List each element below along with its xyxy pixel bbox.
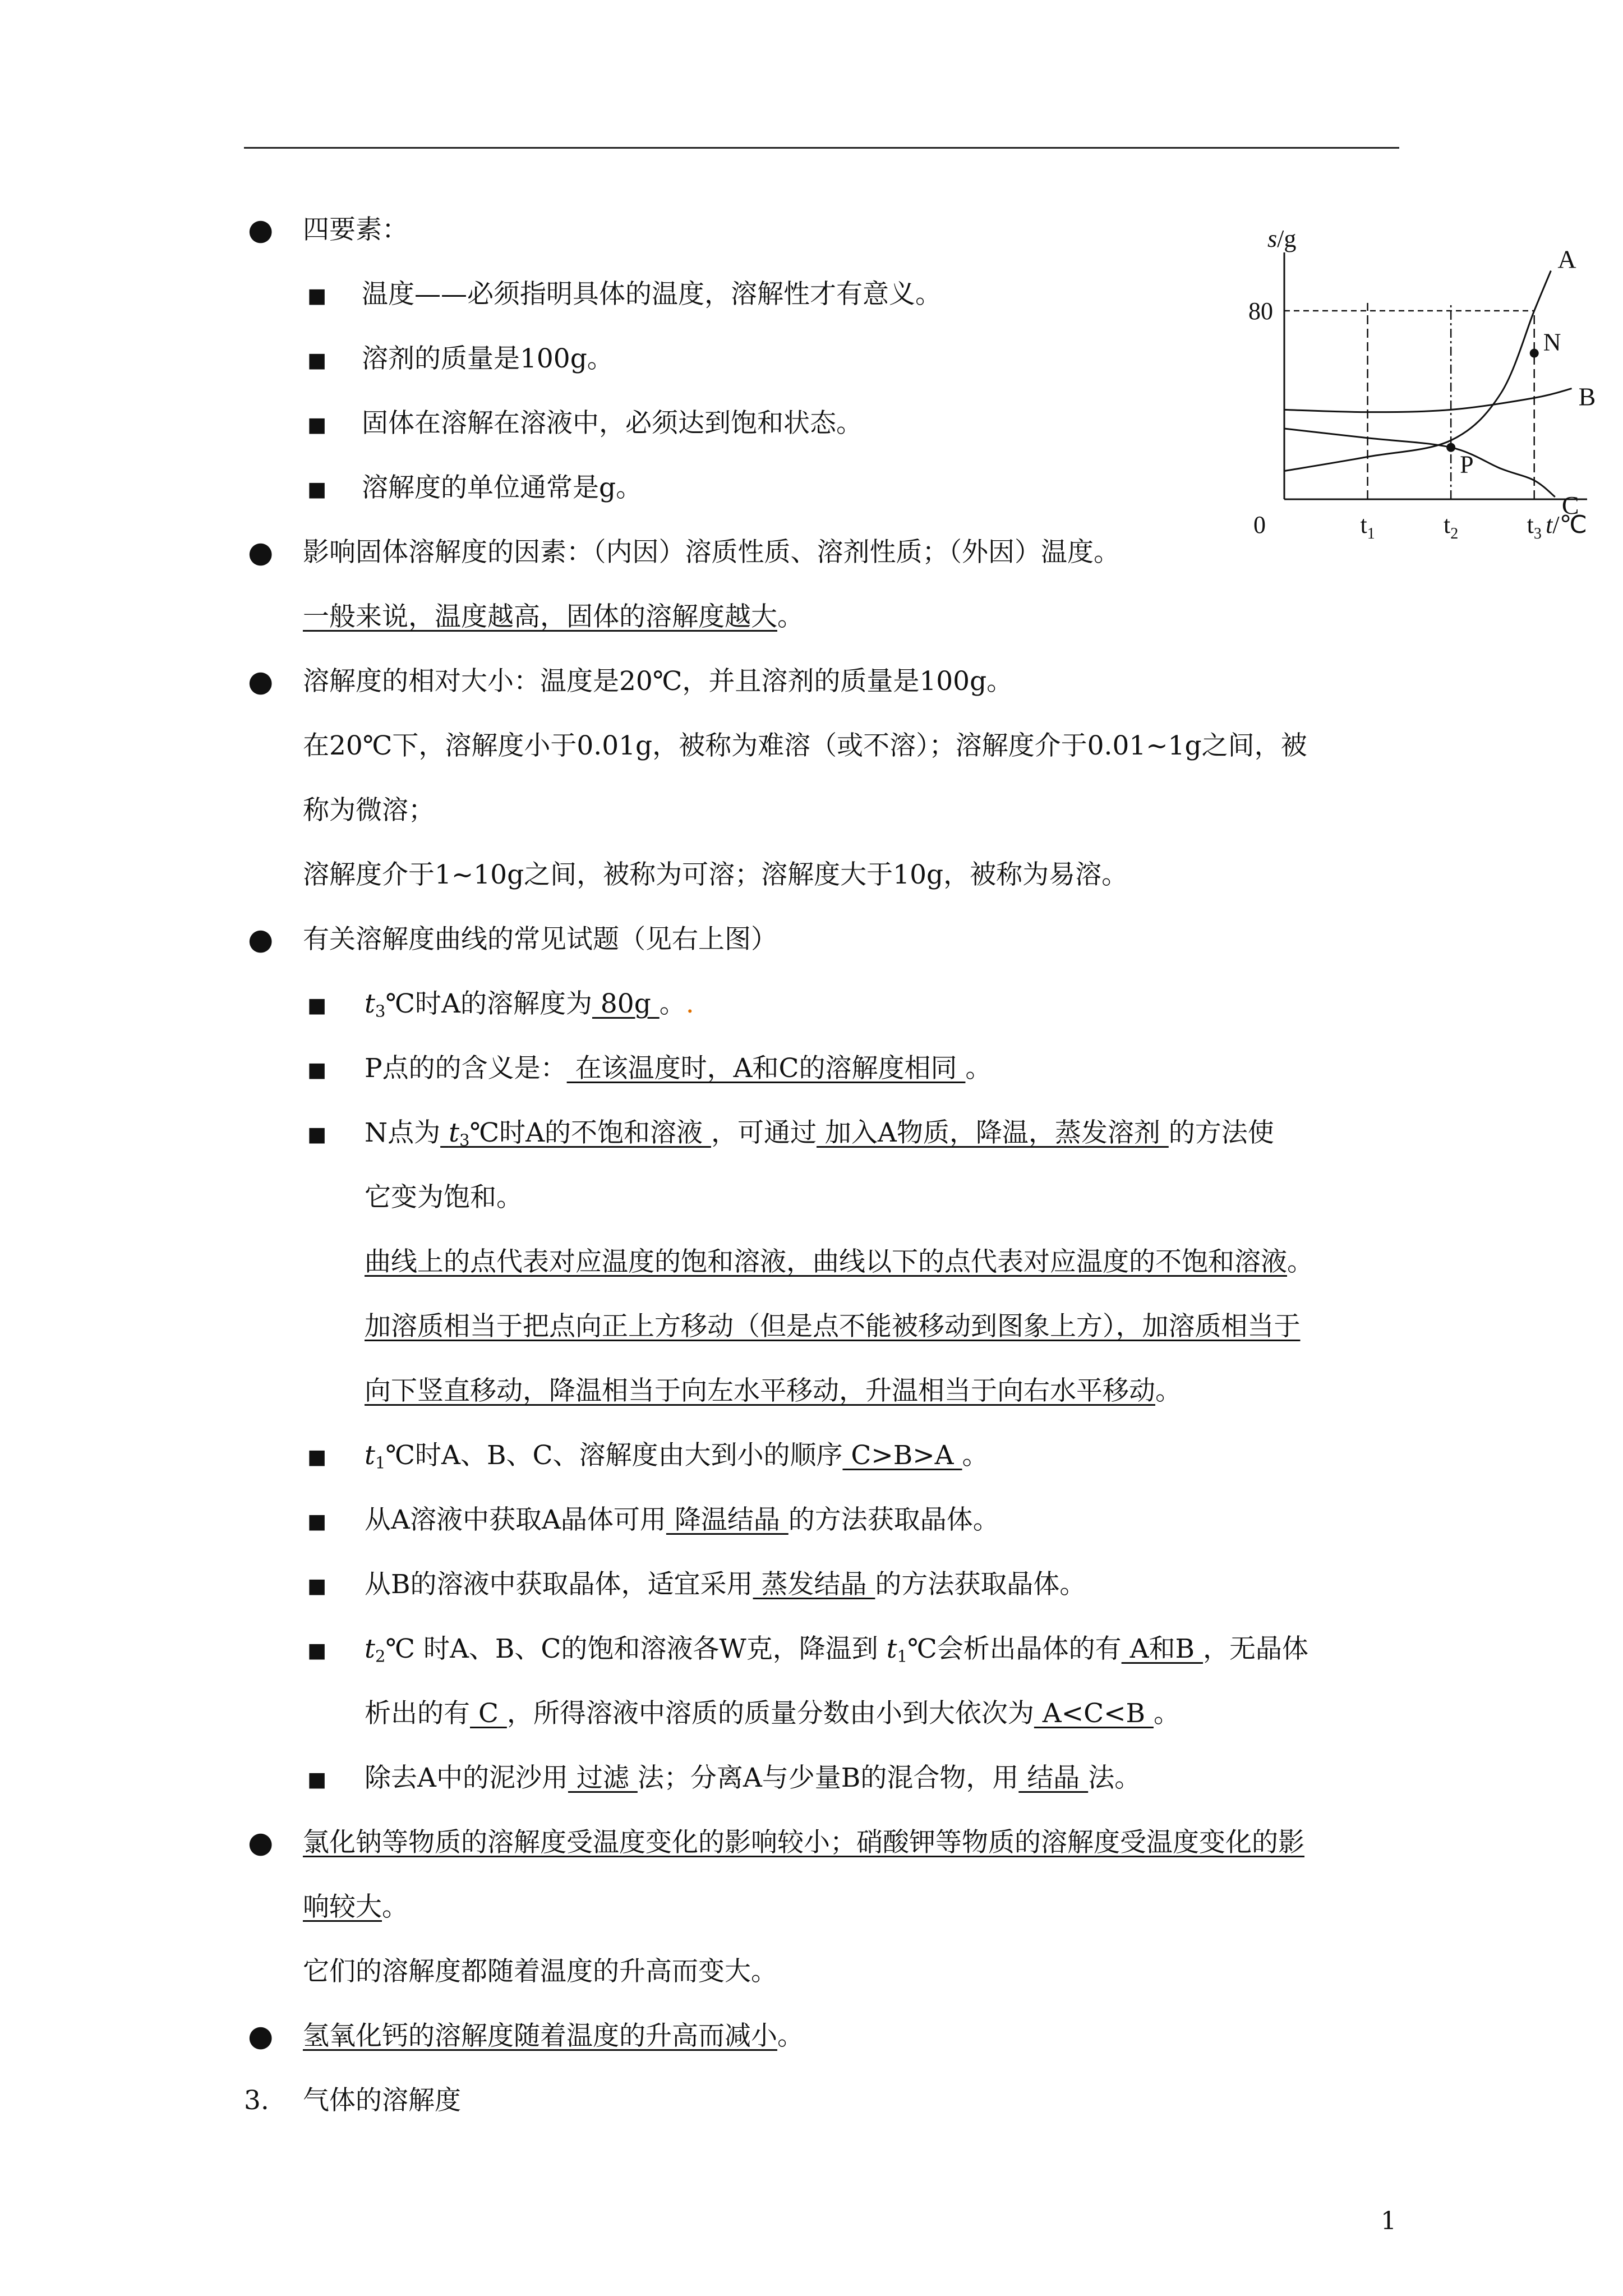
question-7 [365,1632,1308,1673]
x-axis-label: t/℃ [1546,511,1587,539]
question-text: 。 [1153,1698,1180,1729]
element-item-2: 溶剂的质量是100g。 [362,343,614,374]
question-text: 析出的有 [365,1698,470,1729]
question-text: 。 [962,1440,989,1471]
answer: C [470,1698,507,1729]
temp-subscript: 1 [375,1453,386,1473]
question-5 [365,1503,999,1537]
question-text: ℃时A、B、C、溶解度由大到小的顺序 [385,1440,843,1471]
answer: 降温结晶 [666,1504,789,1535]
question-text: 从B的溶液中获取晶体，适宜采用 [365,1569,753,1600]
bullet-dot: ● [248,2019,274,2053]
point-N [1530,349,1539,358]
bullet-dot: ● [248,536,274,569]
question-text: 法。 [1088,1763,1141,1793]
nacl-line1 [303,1826,1304,1860]
series-curve-C [1284,429,1555,497]
four-elements-heading: 四要素： [303,214,408,245]
answer: 蒸发结晶 [753,1569,875,1600]
bullet-square: ■ [307,349,327,372]
note-underlined: 加溶质相当于把点向正上方移动（但是点不能被移动到图象上方），加溶质相当于 [365,1311,1301,1342]
bullet-dot: ● [248,923,274,956]
answer [440,1117,711,1148]
temp-symbol: t [365,1634,375,1664]
temp-symbol: t [886,1634,897,1664]
caoh-underlined: 氢氧化钙的溶解度随着温度的升高而减小 [303,2021,777,2051]
edit-mark: . [685,988,694,1019]
note-underlined: 向下竖直移动，降温相当于向左水平移动，升温相当于向右水平移动 [365,1375,1155,1406]
bullet-square: ■ [307,1575,327,1598]
bullet-square: ■ [307,478,327,501]
temp-symbol: t [449,1117,459,1148]
bullet-square: ■ [307,1768,327,1791]
question-text: 法；分离A与少量B的混合物，用 [637,1763,1019,1793]
note-underlined: 曲线上的点代表对应温度的饱和溶液，曲线以下的点代表对应温度的不饱和溶液 [365,1246,1287,1277]
series-label-B: B [1578,382,1596,411]
element-item-4: 溶解度的单位通常是g。 [362,472,643,503]
question-6 [365,1568,1086,1602]
question-3-note1 [365,1245,1313,1279]
question-text: 除去A中的泥沙用 [365,1763,568,1793]
question-text: N点为 [365,1117,441,1148]
question-text: ，所得溶液中溶质的质量分数由小到大依次为 [506,1698,1034,1729]
bullet-dot: ● [248,1826,274,1860]
bullet-square: ■ [307,1059,327,1082]
series-curve-A [1284,271,1551,471]
series-label-C: C [1561,490,1579,519]
relative-line1: 在20℃下，溶解度小于0.01g，被称为难溶（或不溶）；溶解度介于0.01~1g之间，被 [303,730,1307,761]
nacl-underlined: 氯化钠等物质的溶解度受温度变化的影响较小；硝酸钾等物质的溶解度受温度变化的影 [303,1827,1304,1858]
element-item-1: 温度——必须指明具体的温度，溶解性才有意义。 [362,279,942,310]
question-8 [365,1761,1141,1795]
nacl-end: 。 [382,1892,408,1922]
answer: 结晶 [1018,1763,1089,1793]
answer-pad [440,1117,449,1148]
bullet-square: ■ [307,994,327,1017]
solubility-chart [1234,230,1604,567]
temp-symbol: t [365,988,375,1019]
y-axis-label: s/g [1267,230,1297,252]
answer: C>B>A [842,1440,962,1471]
question-7-line2 [365,1697,1180,1731]
question-text: 的方法使 [1168,1117,1274,1148]
answer: 在该温度时，A和C的溶解度相同 [566,1053,966,1084]
relative-line3: 溶解度介于1~10g之间，被称为可溶；溶解度大于10g，被称为易溶。 [303,859,1128,890]
question-text: ℃会析出晶体的有 [907,1634,1122,1664]
question-text: ℃ 时A、B、C的饱和溶液各W克，降温到 [385,1634,887,1664]
question-text: 。 [965,1053,992,1084]
temp-subscript: 2 [375,1646,386,1666]
question-text: ，可通过 [711,1117,817,1148]
temp-symbol: t [365,1440,375,1471]
caoh-end: 。 [777,2021,804,2051]
question-text: 的方法获取晶体。 [788,1504,999,1535]
factors-text: 影响固体溶解度的因素：（内因）溶质性质、溶剂性质；（外因）温度。 [303,537,1120,568]
bullet-square: ■ [307,284,327,307]
nacl-line2 [303,1890,408,1924]
answer: A<C<B [1034,1698,1154,1729]
x-tick-label: $t_3$ [1527,511,1542,542]
question-text: P点的的含义是： [365,1053,567,1084]
question-3-note2 [365,1310,1301,1343]
page-number: 1 [1381,2207,1396,2235]
series-curve-B [1284,389,1572,412]
relative-line2: 称为微溶； [303,795,435,826]
answer: 加入A物质，降温，蒸发溶剂 [816,1117,1169,1148]
question-text: 从A溶液中获取A晶体可用 [365,1504,666,1535]
question-2 [365,1052,992,1085]
bullet-dot: ● [248,665,274,698]
section-heading-gas: 气体的溶解度 [303,2085,461,2116]
bullet-dot: ● [248,213,274,247]
temp-subscript: 1 [897,1646,908,1666]
point-label-N: N [1543,328,1561,356]
bullet-square: ■ [307,1510,327,1533]
point-label-P: P [1460,450,1474,478]
question-3 [365,1116,1274,1157]
y-tick-label: 80 [1248,297,1273,325]
temp-subscript: 3 [459,1130,470,1150]
element-item-3: 固体在溶解在溶液中，必须达到饱和状态。 [362,408,863,439]
question-1 [365,987,694,1028]
point-P [1446,443,1455,452]
bullet-square: ■ [307,1446,327,1469]
note-end: 。 [1155,1375,1182,1406]
question-text: ℃时A的溶解度为 [385,988,592,1019]
header-rule [244,147,1399,149]
temp-subscript: 3 [375,1001,386,1021]
question-text: 。 [659,988,686,1019]
question-text: 的方法获取晶体。 [875,1569,1086,1600]
question-text: ，无晶体 [1203,1634,1309,1664]
question-3-note3 [365,1374,1182,1408]
factors-note-underlined: 一般来说，温度越高，固体的溶解度越大 [303,601,777,632]
answer: A和B [1121,1634,1204,1664]
questions-heading: 有关溶解度曲线的常见试题（见右上图） [303,924,777,955]
x-tick-label: $t_1$ [1360,511,1375,542]
caoh-line [303,2019,804,2053]
question-3-line2: 它变为饱和。 [365,1182,523,1213]
answer: 80g [592,988,660,1019]
bullet-square: ■ [307,413,327,436]
answer: 过滤 [568,1763,638,1793]
bullet-square: ■ [307,1123,327,1146]
nacl-line3: 它们的溶解度都随着温度的升高而变大。 [303,1956,777,1987]
relative-text: 溶解度的相对大小：温度是20℃，并且溶剂的质量是100g。 [303,666,1013,697]
section-number: 3. [244,2085,269,2116]
bullet-square: ■ [307,1639,327,1662]
answer-text: ℃时A的不饱和溶液 [469,1117,711,1148]
series-label-A: A [1557,245,1576,274]
origin-label: 0 [1253,511,1266,539]
factors-note: 一般来说，温度越高，固体的溶解度越大。 [303,601,804,632]
note-end: 。 [1287,1246,1313,1277]
question-4 [365,1439,989,1479]
nacl-underlined: 响较大 [303,1892,382,1922]
x-tick-label: $t_2$ [1444,511,1459,542]
